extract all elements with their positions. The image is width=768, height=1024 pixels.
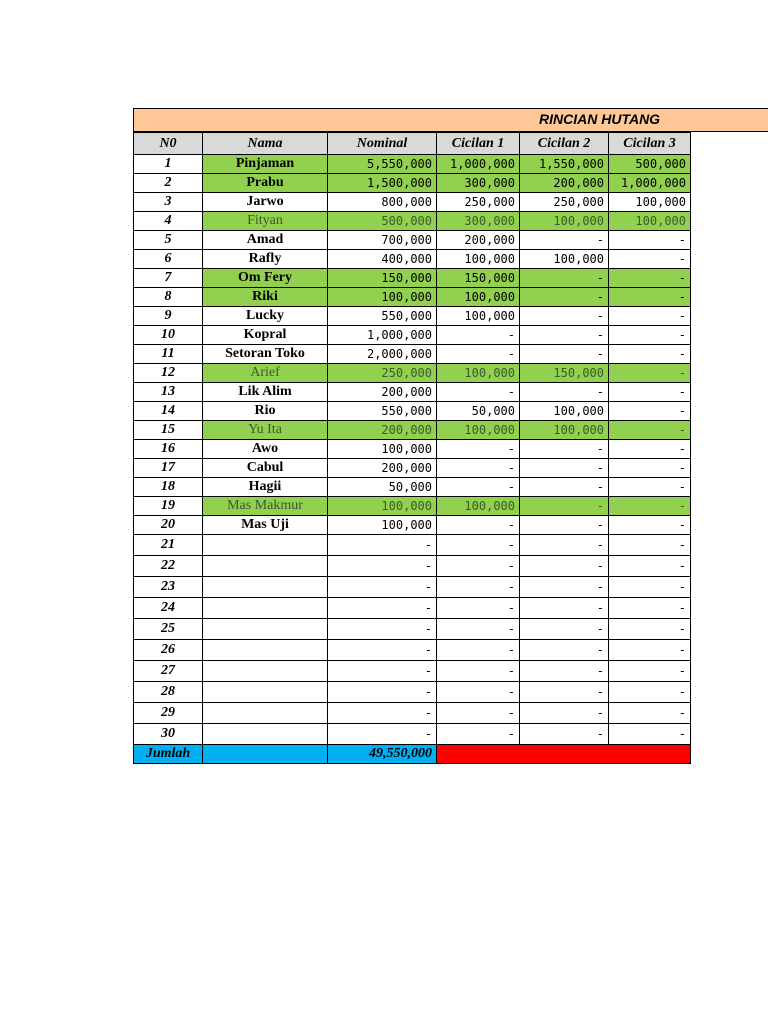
total-value[interactable]: 49,550,000 xyxy=(328,745,437,764)
table-row xyxy=(134,516,691,535)
table-row xyxy=(134,577,691,598)
total-blank-cell[interactable] xyxy=(203,745,328,764)
row-cicilan-3-cell[interactable]: - xyxy=(609,231,691,250)
row-nominal-cell[interactable]: 1,000,000 xyxy=(328,326,437,345)
row-cicilan-3-cell[interactable]: - xyxy=(609,497,691,516)
row-name-cell[interactable]: Cabul xyxy=(203,459,328,478)
header-row xyxy=(134,133,691,155)
table-row xyxy=(134,155,691,174)
sheet-title: RINCIAN HUTANG xyxy=(539,111,661,127)
row-no-cell[interactable]: 14 xyxy=(134,402,203,421)
row-no-cell[interactable]: 22 xyxy=(134,556,203,577)
table-row xyxy=(134,724,691,745)
row-no-cell[interactable]: 17 xyxy=(134,459,203,478)
row-nominal-cell[interactable]: - xyxy=(328,640,437,661)
row-name-cell[interactable] xyxy=(203,598,328,619)
row-name-cell[interactable]: Kopral xyxy=(203,326,328,345)
row-cicilan-3-cell[interactable]: 1,000,000 xyxy=(609,174,691,193)
table-row xyxy=(134,703,691,724)
row-no-cell[interactable]: 18 xyxy=(134,478,203,497)
row-cicilan-3-cell[interactable]: - xyxy=(609,288,691,307)
table-row xyxy=(134,364,691,383)
row-cicilan-1-cell[interactable]: - xyxy=(437,556,520,577)
row-cicilan-2-cell[interactable]: 100,000 xyxy=(520,250,609,269)
row-nominal-cell[interactable]: 250,000 xyxy=(328,364,437,383)
table-row xyxy=(134,440,691,459)
row-cicilan-2-cell[interactable]: - xyxy=(520,478,609,497)
table-row xyxy=(134,174,691,193)
row-nominal-cell[interactable]: 700,000 xyxy=(328,231,437,250)
row-nominal-cell[interactable]: - xyxy=(328,682,437,703)
row-cicilan-1-cell[interactable]: 300,000 xyxy=(437,174,520,193)
row-cicilan-2-cell[interactable]: 100,000 xyxy=(520,402,609,421)
row-nominal-cell[interactable]: - xyxy=(328,598,437,619)
row-cicilan-1-cell[interactable]: - xyxy=(437,516,520,535)
row-cicilan-1-cell[interactable]: 150,000 xyxy=(437,269,520,288)
row-no-cell[interactable]: 11 xyxy=(134,345,203,364)
row-name-cell[interactable]: Fityan xyxy=(203,212,328,231)
row-nominal-cell[interactable]: 1,500,000 xyxy=(328,174,437,193)
row-cicilan-3-cell[interactable]: - xyxy=(609,250,691,269)
row-cicilan-2-cell[interactable]: - xyxy=(520,661,609,682)
row-cicilan-3-cell[interactable]: - xyxy=(609,724,691,745)
row-cicilan-2-cell[interactable]: 200,000 xyxy=(520,174,609,193)
row-cicilan-2-cell[interactable]: - xyxy=(520,307,609,326)
row-no-cell[interactable]: 8 xyxy=(134,288,203,307)
row-cicilan-3-cell[interactable]: - xyxy=(609,661,691,682)
row-cicilan-2-cell[interactable]: - xyxy=(520,288,609,307)
row-name-cell[interactable]: Prabu xyxy=(203,174,328,193)
row-name-cell[interactable]: Amad xyxy=(203,231,328,250)
table-row xyxy=(134,193,691,212)
row-nominal-cell[interactable]: 400,000 xyxy=(328,250,437,269)
row-no-cell[interactable]: 6 xyxy=(134,250,203,269)
row-nominal-cell[interactable]: - xyxy=(328,724,437,745)
row-name-cell[interactable] xyxy=(203,661,328,682)
row-cicilan-1-cell[interactable]: - xyxy=(437,440,520,459)
row-no-cell[interactable]: 10 xyxy=(134,326,203,345)
header-nama[interactable]: Nama xyxy=(203,133,328,155)
row-cicilan-1-cell[interactable]: - xyxy=(437,478,520,497)
row-name-cell[interactable]: Om Fery xyxy=(203,269,328,288)
table-row xyxy=(134,556,691,577)
row-cicilan-3-cell[interactable]: 100,000 xyxy=(609,193,691,212)
row-cicilan-1-cell[interactable]: - xyxy=(437,724,520,745)
row-no-cell[interactable]: 9 xyxy=(134,307,203,326)
row-nominal-cell[interactable]: 100,000 xyxy=(328,516,437,535)
row-cicilan-3-cell[interactable]: - xyxy=(609,478,691,497)
row-cicilan-1-cell[interactable]: 100,000 xyxy=(437,497,520,516)
row-no-cell[interactable]: 21 xyxy=(134,535,203,556)
row-cicilan-3-cell[interactable]: - xyxy=(609,402,691,421)
row-name-cell[interactable]: Setoran Toko xyxy=(203,345,328,364)
row-cicilan-1-cell[interactable]: 300,000 xyxy=(437,212,520,231)
header-nominal[interactable]: Nominal xyxy=(328,133,437,155)
row-name-cell[interactable] xyxy=(203,703,328,724)
table-row xyxy=(134,231,691,250)
table-row xyxy=(134,402,691,421)
row-nominal-cell[interactable]: 100,000 xyxy=(328,288,437,307)
row-cicilan-3-cell[interactable]: - xyxy=(609,619,691,640)
row-cicilan-1-cell[interactable]: 200,000 xyxy=(437,231,520,250)
row-nominal-cell[interactable]: 5,550,000 xyxy=(328,155,437,174)
row-cicilan-1-cell[interactable]: - xyxy=(437,577,520,598)
row-nominal-cell[interactable]: 100,000 xyxy=(328,440,437,459)
row-cicilan-2-cell[interactable]: - xyxy=(520,516,609,535)
row-cicilan-1-cell[interactable]: - xyxy=(437,326,520,345)
row-name-cell[interactable]: Arief xyxy=(203,364,328,383)
table-row xyxy=(134,212,691,231)
row-no-cell[interactable]: 13 xyxy=(134,383,203,402)
row-cicilan-2-cell[interactable]: - xyxy=(520,535,609,556)
total-row xyxy=(134,745,691,764)
row-name-cell[interactable]: Riki xyxy=(203,288,328,307)
row-cicilan-1-cell[interactable]: - xyxy=(437,682,520,703)
header-cicilan-2[interactable]: Cicilan 2 xyxy=(520,133,609,155)
table-row xyxy=(134,661,691,682)
title-bar xyxy=(133,108,768,132)
row-cicilan-3-cell[interactable]: - xyxy=(609,640,691,661)
row-nominal-cell[interactable]: - xyxy=(328,619,437,640)
row-cicilan-3-cell[interactable]: - xyxy=(609,556,691,577)
row-cicilan-1-cell[interactable]: 1,000,000 xyxy=(437,155,520,174)
row-no-cell[interactable]: 24 xyxy=(134,598,203,619)
row-cicilan-2-cell[interactable]: - xyxy=(520,682,609,703)
row-name-cell[interactable] xyxy=(203,619,328,640)
row-cicilan-1-cell[interactable]: - xyxy=(437,598,520,619)
row-nominal-cell[interactable]: - xyxy=(328,535,437,556)
row-cicilan-2-cell[interactable]: - xyxy=(520,231,609,250)
row-no-cell[interactable]: 30 xyxy=(134,724,203,745)
row-cicilan-1-cell[interactable]: 250,000 xyxy=(437,193,520,212)
row-cicilan-1-cell[interactable]: - xyxy=(437,640,520,661)
row-name-cell[interactable]: Yu Ita xyxy=(203,421,328,440)
row-nominal-cell[interactable]: 200,000 xyxy=(328,421,437,440)
row-nominal-cell[interactable]: - xyxy=(328,577,437,598)
row-cicilan-2-cell[interactable]: - xyxy=(520,440,609,459)
row-cicilan-1-cell[interactable]: 50,000 xyxy=(437,402,520,421)
header-no[interactable]: N0 xyxy=(134,133,203,155)
table-row xyxy=(134,345,691,364)
row-cicilan-3-cell[interactable]: - xyxy=(609,440,691,459)
row-cicilan-2-cell[interactable]: - xyxy=(520,619,609,640)
table-row xyxy=(134,497,691,516)
row-cicilan-3-cell[interactable]: - xyxy=(609,307,691,326)
row-no-cell[interactable]: 28 xyxy=(134,682,203,703)
table-row xyxy=(134,619,691,640)
row-name-cell[interactable] xyxy=(203,535,328,556)
row-name-cell[interactable]: Awo xyxy=(203,440,328,459)
row-cicilan-2-cell[interactable]: - xyxy=(520,598,609,619)
row-cicilan-2-cell[interactable]: 150,000 xyxy=(520,364,609,383)
row-name-cell[interactable]: Pinjaman xyxy=(203,155,328,174)
row-no-cell[interactable]: 26 xyxy=(134,640,203,661)
row-cicilan-1-cell[interactable]: - xyxy=(437,459,520,478)
table-row xyxy=(134,288,691,307)
row-no-cell[interactable]: 15 xyxy=(134,421,203,440)
row-name-cell[interactable] xyxy=(203,577,328,598)
table-row xyxy=(134,478,691,497)
row-no-cell[interactable]: 3 xyxy=(134,193,203,212)
table-row xyxy=(134,598,691,619)
table-row xyxy=(134,383,691,402)
row-cicilan-3-cell[interactable]: - xyxy=(609,326,691,345)
table-row xyxy=(134,640,691,661)
row-no-cell[interactable]: 19 xyxy=(134,497,203,516)
row-cicilan-1-cell[interactable]: - xyxy=(437,661,520,682)
row-name-cell[interactable]: Lik Alim xyxy=(203,383,328,402)
row-no-cell[interactable]: 23 xyxy=(134,577,203,598)
row-no-cell[interactable]: 5 xyxy=(134,231,203,250)
row-no-cell[interactable]: 27 xyxy=(134,661,203,682)
debt-sheet xyxy=(133,108,768,764)
table-body xyxy=(134,155,691,745)
row-no-cell[interactable]: 4 xyxy=(134,212,203,231)
row-no-cell[interactable]: 25 xyxy=(134,619,203,640)
table-row xyxy=(134,535,691,556)
row-cicilan-3-cell[interactable]: 500,000 xyxy=(609,155,691,174)
row-no-cell[interactable]: 1 xyxy=(134,155,203,174)
table-row xyxy=(134,250,691,269)
row-name-cell[interactable] xyxy=(203,640,328,661)
row-nominal-cell[interactable]: 150,000 xyxy=(328,269,437,288)
row-cicilan-2-cell[interactable]: - xyxy=(520,345,609,364)
row-nominal-cell[interactable]: 550,000 xyxy=(328,307,437,326)
row-cicilan-3-cell[interactable]: - xyxy=(609,345,691,364)
row-cicilan-2-cell[interactable]: - xyxy=(520,326,609,345)
row-cicilan-3-cell[interactable]: - xyxy=(609,682,691,703)
row-cicilan-1-cell[interactable]: 100,000 xyxy=(437,421,520,440)
row-nominal-cell[interactable]: 100,000 xyxy=(328,497,437,516)
row-no-cell[interactable]: 29 xyxy=(134,703,203,724)
total-red-cell[interactable] xyxy=(437,745,691,764)
row-cicilan-2-cell[interactable]: - xyxy=(520,497,609,516)
row-cicilan-2-cell[interactable]: 1,550,000 xyxy=(520,155,609,174)
row-cicilan-3-cell[interactable]: 100,000 xyxy=(609,212,691,231)
row-cicilan-1-cell[interactable]: - xyxy=(437,703,520,724)
row-cicilan-1-cell[interactable]: 100,000 xyxy=(437,307,520,326)
row-name-cell[interactable] xyxy=(203,682,328,703)
row-name-cell[interactable]: Jarwo xyxy=(203,193,328,212)
row-nominal-cell[interactable]: - xyxy=(328,556,437,577)
row-no-cell[interactable]: 20 xyxy=(134,516,203,535)
row-cicilan-1-cell[interactable]: 100,000 xyxy=(437,250,520,269)
row-nominal-cell[interactable]: 200,000 xyxy=(328,383,437,402)
row-cicilan-2-cell[interactable]: - xyxy=(520,703,609,724)
row-cicilan-3-cell[interactable]: - xyxy=(609,459,691,478)
row-cicilan-3-cell[interactable]: - xyxy=(609,269,691,288)
row-cicilan-1-cell[interactable]: 100,000 xyxy=(437,364,520,383)
row-nominal-cell[interactable]: 200,000 xyxy=(328,459,437,478)
row-name-cell[interactable]: Rafly xyxy=(203,250,328,269)
debt-table xyxy=(133,132,691,764)
row-cicilan-2-cell[interactable]: 100,000 xyxy=(520,212,609,231)
row-name-cell[interactable] xyxy=(203,724,328,745)
row-no-cell[interactable]: 7 xyxy=(134,269,203,288)
row-cicilan-2-cell[interactable]: - xyxy=(520,577,609,598)
row-nominal-cell[interactable]: 500,000 xyxy=(328,212,437,231)
row-cicilan-3-cell[interactable]: - xyxy=(609,598,691,619)
table-row xyxy=(134,307,691,326)
row-cicilan-2-cell[interactable]: - xyxy=(520,556,609,577)
row-name-cell[interactable] xyxy=(203,556,328,577)
row-cicilan-3-cell[interactable]: - xyxy=(609,383,691,402)
row-cicilan-1-cell[interactable]: - xyxy=(437,345,520,364)
row-name-cell[interactable]: Mas Makmur xyxy=(203,497,328,516)
row-nominal-cell[interactable]: 50,000 xyxy=(328,478,437,497)
row-cicilan-2-cell[interactable]: 100,000 xyxy=(520,421,609,440)
row-cicilan-2-cell[interactable]: - xyxy=(520,640,609,661)
row-cicilan-2-cell[interactable]: 250,000 xyxy=(520,193,609,212)
row-name-cell[interactable]: Mas Uji xyxy=(203,516,328,535)
row-cicilan-3-cell[interactable]: - xyxy=(609,535,691,556)
row-cicilan-3-cell[interactable]: - xyxy=(609,703,691,724)
header-cicilan-1[interactable]: Cicilan 1 xyxy=(437,133,520,155)
row-cicilan-2-cell[interactable]: - xyxy=(520,459,609,478)
table-row xyxy=(134,459,691,478)
row-cicilan-3-cell[interactable]: - xyxy=(609,421,691,440)
row-cicilan-1-cell[interactable]: 100,000 xyxy=(437,288,520,307)
row-name-cell[interactable]: Lucky xyxy=(203,307,328,326)
row-cicilan-2-cell[interactable]: - xyxy=(520,724,609,745)
row-cicilan-1-cell[interactable]: - xyxy=(437,383,520,402)
row-cicilan-1-cell[interactable]: - xyxy=(437,619,520,640)
row-cicilan-2-cell[interactable]: - xyxy=(520,269,609,288)
row-no-cell[interactable]: 12 xyxy=(134,364,203,383)
table-row xyxy=(134,421,691,440)
row-name-cell[interactable]: Rio xyxy=(203,402,328,421)
row-cicilan-1-cell[interactable]: - xyxy=(437,535,520,556)
row-cicilan-2-cell[interactable]: - xyxy=(520,383,609,402)
row-cicilan-3-cell[interactable]: - xyxy=(609,516,691,535)
row-cicilan-3-cell[interactable]: - xyxy=(609,364,691,383)
table-row xyxy=(134,269,691,288)
header-cicilan-3[interactable]: Cicilan 3 xyxy=(609,133,691,155)
row-no-cell[interactable]: 2 xyxy=(134,174,203,193)
row-nominal-cell[interactable]: - xyxy=(328,703,437,724)
row-nominal-cell[interactable]: 2,000,000 xyxy=(328,345,437,364)
row-nominal-cell[interactable]: - xyxy=(328,661,437,682)
row-nominal-cell[interactable]: 800,000 xyxy=(328,193,437,212)
table-row xyxy=(134,326,691,345)
row-name-cell[interactable]: Hagii xyxy=(203,478,328,497)
table-row xyxy=(134,682,691,703)
total-label[interactable]: Jumlah xyxy=(134,745,203,764)
row-nominal-cell[interactable]: 550,000 xyxy=(328,402,437,421)
row-no-cell[interactable]: 16 xyxy=(134,440,203,459)
row-cicilan-3-cell[interactable]: - xyxy=(609,577,691,598)
